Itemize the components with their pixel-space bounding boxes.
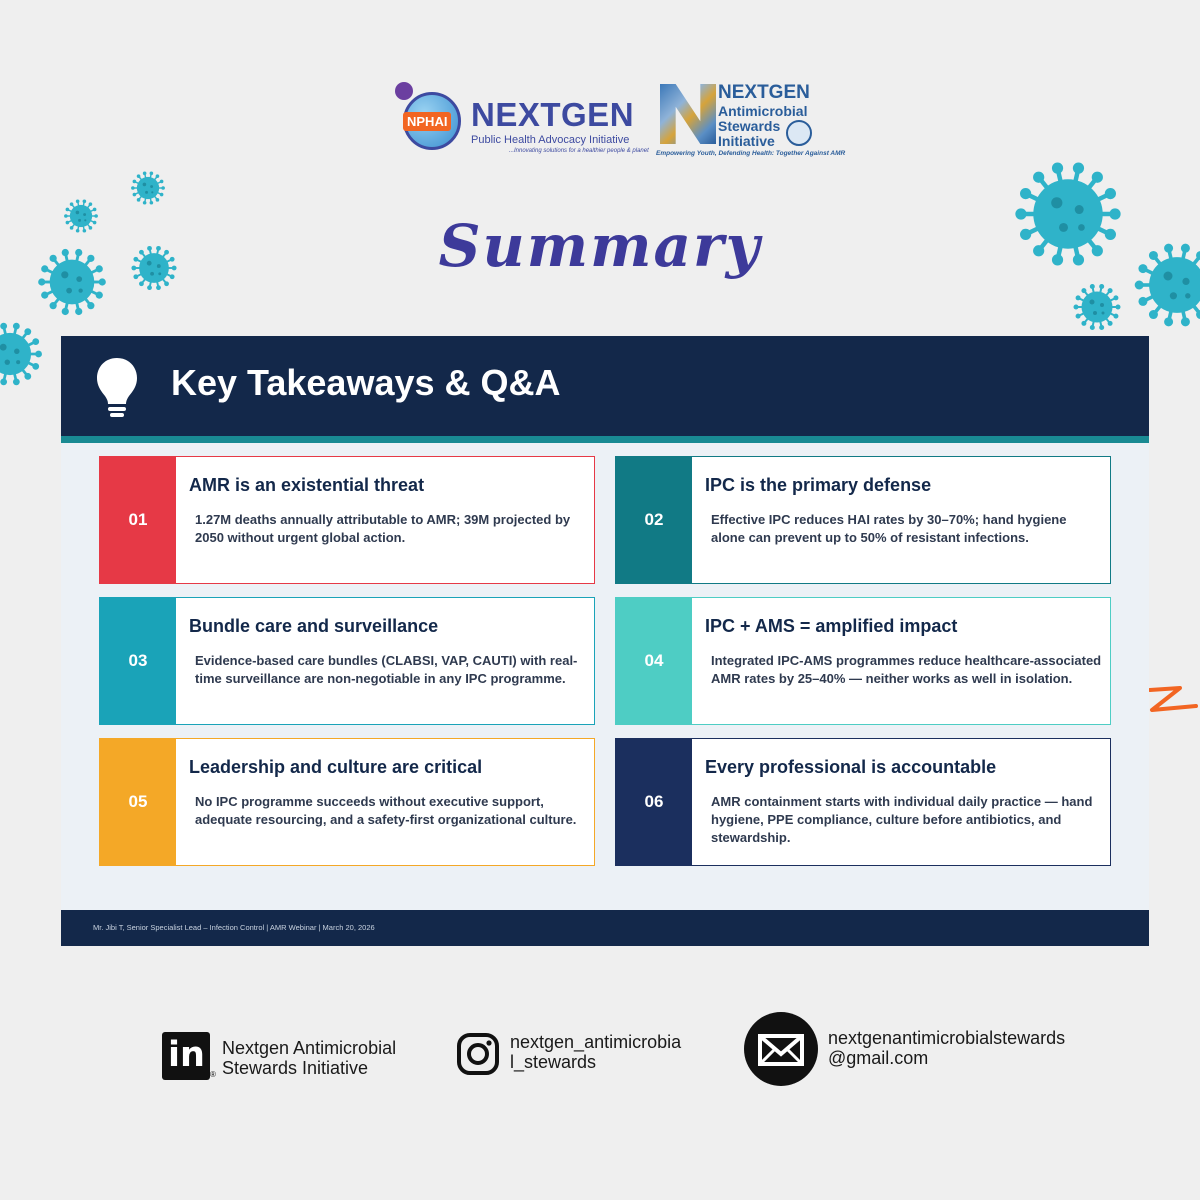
- card-title: IPC + AMS = amplified impact: [705, 616, 958, 636]
- slide-title: Key Takeaways & Q&A: [171, 362, 561, 403]
- virus-decoration-1: [130, 170, 166, 206]
- email-address: nextgenantimicrobialstewards @gmail.com: [828, 1028, 1066, 1068]
- takeaway-card-05: [99, 738, 595, 866]
- nphai-motto: ...Innovating solutions for a healthier people & planet: [509, 148, 649, 154]
- takeaway-card-02: [615, 456, 1111, 584]
- n-letter-icon: [660, 84, 716, 144]
- card-number: 01: [100, 457, 176, 583]
- globe-people-icon: [786, 120, 812, 146]
- takeaway-card-03: [99, 597, 595, 725]
- instagram-icon: [456, 1032, 500, 1076]
- nasi-motto: Empowering Youth, Defending Health: Together Against AMR: [656, 150, 846, 157]
- card-number: 06: [616, 739, 692, 865]
- slide-card: [61, 336, 1149, 946]
- card-title: AMR is an existential threat: [189, 475, 425, 495]
- takeaway-card-06: [615, 738, 1111, 866]
- nphai-badge: NPHAI: [403, 112, 451, 131]
- contact-linkedin[interactable]: [162, 1012, 452, 1092]
- page-title: Summary: [438, 212, 762, 280]
- linkedin-icon: in: [162, 1032, 210, 1080]
- orange-squiggle-decoration: [1146, 684, 1200, 714]
- card-body: 1.27M deaths annually attributable to AMR; 39M projected by 2050 without urgent global action.: [195, 512, 571, 545]
- nasi-line2: Antimicrobial: [718, 103, 808, 119]
- takeaway-card-01: [99, 456, 595, 584]
- card-body: No IPC programme succeeds without executive support, adequate resourcing, and a safety-first organizational culture.: [195, 794, 577, 827]
- card-body: Evidence-based care bundles (CLABSI, VAP, CAUTI) with real-time surveillance are non-negotiable in any IPC programme.: [195, 653, 578, 686]
- virus-decoration-8: [1072, 282, 1122, 332]
- linkedin-handle: Nextgen Antimicrobial Stewards Initiative: [222, 1038, 397, 1078]
- card-number: 02: [616, 457, 692, 583]
- card-body: AMR containment starts with individual daily practice — hand hygiene, PPE compliance, culture before antibiotics, and stewardship.: [711, 794, 1093, 845]
- nasi-logo: [656, 82, 846, 162]
- nasi-line4: Initiative: [718, 133, 775, 149]
- nasi-line1: NEXTGEN: [718, 82, 810, 103]
- slide-footer: [61, 910, 1149, 946]
- footer-text: Mr. Jibi T, Senior Specialist Lead – Infection Control | AMR Webinar | March 20, 2026: [93, 923, 375, 932]
- card-number: 03: [100, 598, 176, 724]
- registered-mark: ®: [210, 1070, 216, 1079]
- card-body: Integrated IPC-AMS programmes reduce healthcare-associated AMR rates by 25–40% — neither works as well in isolation.: [711, 653, 1102, 686]
- virus-decoration-5: [0, 320, 44, 388]
- nphai-subtitle: Public Health Advocacy Initiative: [471, 134, 630, 146]
- takeaway-card-04: [615, 597, 1111, 725]
- envelope-icon: [744, 1012, 818, 1086]
- lightbulb-icon: [95, 356, 139, 418]
- contact-instagram[interactable]: [456, 1012, 736, 1092]
- header-accent-bar: [61, 436, 1149, 443]
- card-number: 05: [100, 739, 176, 865]
- card-number: 04: [616, 598, 692, 724]
- card-title: Bundle care and surveillance: [189, 616, 439, 636]
- contact-email[interactable]: [744, 1012, 1134, 1092]
- nphai-name: NEXTGEN: [471, 96, 635, 133]
- card-title: Every professional is accountable: [705, 757, 997, 777]
- nphai-logo: [395, 82, 649, 162]
- card-title: IPC is the primary defense: [705, 475, 932, 495]
- card-title: Leadership and culture are critical: [189, 757, 483, 777]
- card-body: Effective IPC reduces HAI rates by 30–70%; hand hygiene alone can prevent up to 50% of resistant infections.: [711, 512, 1067, 545]
- logo-row: [0, 82, 1200, 162]
- nasi-line3: Stewards: [718, 118, 781, 134]
- person-figure-icon: [395, 82, 413, 100]
- instagram-handle: nextgen_antimicrobia l_stewards: [510, 1032, 682, 1072]
- slide-header: [61, 336, 1149, 436]
